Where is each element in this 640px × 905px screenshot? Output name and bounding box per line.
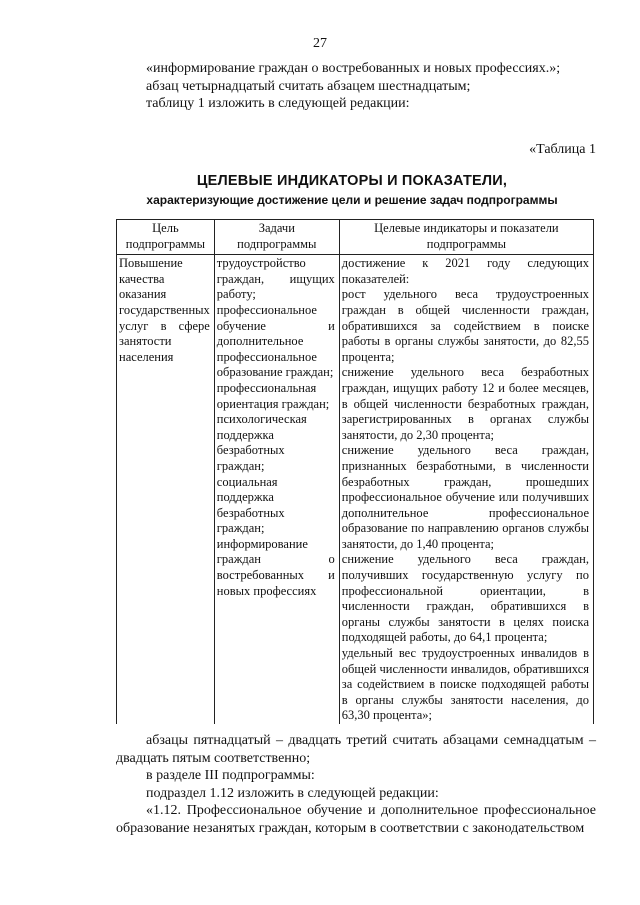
- table-title: ЦЕЛЕВЫЕ ИНДИКАТОРЫ И ПОКАЗАТЕЛИ,: [196, 173, 508, 189]
- outro-paragraph: подраздел 1.12 изложить в следующей редакции:: [146, 785, 439, 801]
- indicator-item: снижение удельного веса граждан, признанных безработными, в численности безработных граждан, прошедших профессиональное обучение или получивших дополнительное профессиональное образование по направлению органов службы занятости, до 1,40 процента;: [341, 443, 589, 551]
- intro-line: таблицу 1 изложить в следующей редакции:: [146, 96, 410, 111]
- indicators-cell: [339, 255, 593, 724]
- table-subtitle: характеризующие достижение цели и решение задач подпрограммы: [146, 193, 558, 207]
- goal-text: Повышение качества оказания государственных услуг в сфере занятости населения: [119, 256, 210, 364]
- task-item: социальная поддержка безработных граждан;: [216, 474, 285, 536]
- indicator-item: достижение к 2021 году следующих показателей:: [341, 256, 589, 286]
- tasks-cell: [214, 255, 339, 724]
- indicator-item: рост удельного веса трудоустроенных граждан в общей численности граждан, обратившихся за содействием в поиске работы в органы службы занятости, до 82,55 процента;: [341, 287, 589, 364]
- header-goal: Цель подпрограммы: [117, 220, 215, 255]
- indicator-item: снижение удельного веса безработных граждан, ищущих работу 12 и более месяцев, в общей численности безработных граждан, зарегистрированных в органах службы занятости, до 2,30 процента;: [341, 365, 589, 442]
- outro-paragraph: в разделе III подпрограммы:: [146, 768, 315, 783]
- goal-cell: [117, 255, 215, 724]
- outro-text: [116, 732, 596, 837]
- task-item: профессиональная ориентация граждан;: [216, 380, 330, 411]
- table-row: [117, 255, 594, 724]
- task-item: информирование граждан о востребованных и новых профессиях: [216, 536, 335, 598]
- task-item: трудоустройство граждан, ищущих работу;: [216, 256, 335, 302]
- table-reference: «Таблица 1: [529, 142, 596, 157]
- table-header-row: [117, 220, 594, 255]
- indicators-table: [116, 219, 594, 724]
- page-number: 27: [313, 36, 327, 51]
- intro-line: абзац четырнадцатый считать абзацем шестнадцатым;: [146, 78, 471, 94]
- outro-paragraph: «1.12. Профессиональное обучение и дополнительное профессиональное образование незанятых граждан, которым в соответствии с законодательством: [116, 803, 596, 836]
- indicator-item: удельный вес трудоустроенных инвалидов в общей численности инвалидов, обратившихся за содействием в поиске подходящей работы в органы службы занятости населения, до 63,30 процента»;: [341, 646, 589, 723]
- indicator-item: снижение удельного веса граждан, получивших государственную услугу по профессиональной ориентации, в численности граждан, обратившихся в органы службы занятости в целях поиска подходящей работы, до 64,1 процента;: [341, 552, 589, 645]
- task-item: психологическая поддержка безработных граждан;: [216, 412, 307, 473]
- task-item: профессиональное обучение и дополнительное профессиональное образование граждан;: [216, 302, 335, 380]
- outro-paragraph: абзацы пятнадцатый – двадцать третий считать абзацами семнадцатым – двадцать пятым соответственно;: [116, 733, 596, 766]
- intro-text: [146, 60, 606, 113]
- intro-line: «информирование граждан о востребованных и новых профессиях.»;: [146, 61, 561, 76]
- header-indicators: Целевые индикаторы и показатели подпрограммы: [339, 220, 593, 255]
- header-tasks: Задачи подпрограммы: [214, 220, 339, 255]
